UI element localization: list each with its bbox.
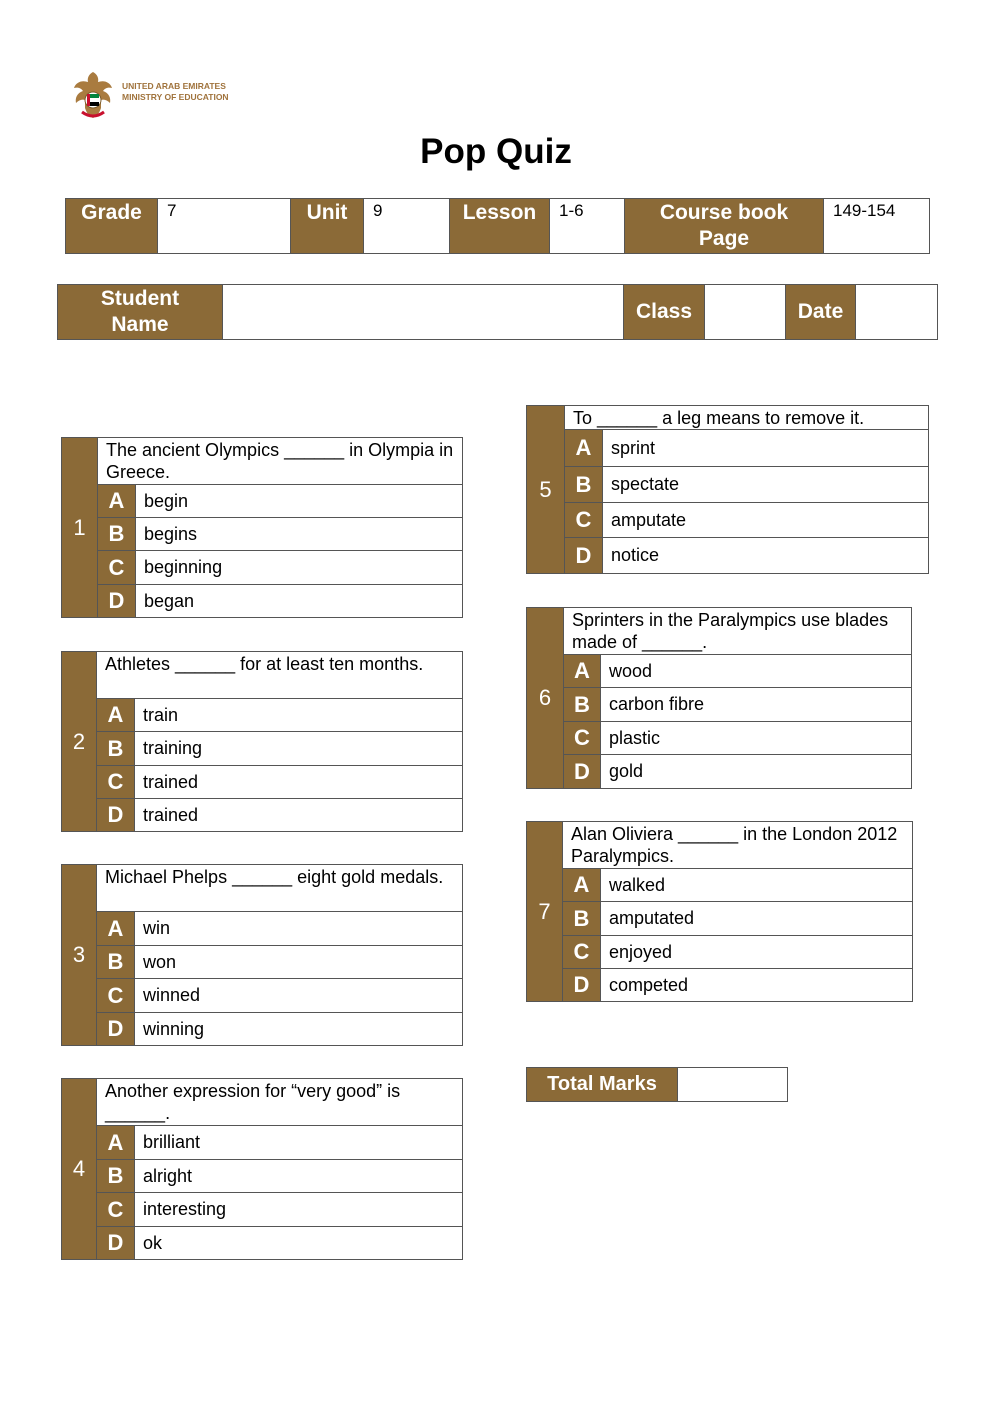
option-letter[interactable]: A (98, 485, 136, 518)
unit-label: Unit (291, 199, 364, 254)
option-row[interactable] (527, 430, 929, 467)
option-letter[interactable]: B (565, 467, 603, 503)
option-text[interactable]: begin (136, 485, 463, 518)
question-number: 7 (527, 822, 563, 1002)
option-text[interactable]: spectate (603, 467, 929, 503)
option-row[interactable] (62, 1126, 463, 1160)
question-number: 4 (62, 1079, 97, 1260)
option-text[interactable]: gold (601, 755, 912, 789)
option-text[interactable]: amputate (603, 503, 929, 538)
question-stem: To ______ a leg means to remove it. (565, 406, 929, 430)
option-letter[interactable]: D (97, 1227, 135, 1260)
option-text[interactable]: plastic (601, 722, 912, 755)
option-row[interactable] (62, 766, 463, 799)
option-letter[interactable]: B (97, 732, 135, 766)
option-row[interactable] (62, 946, 463, 979)
option-text[interactable]: walked (601, 869, 913, 902)
question-2 (61, 651, 463, 832)
option-letter[interactable]: A (97, 1126, 135, 1160)
option-row[interactable] (62, 1013, 463, 1046)
option-letter[interactable]: D (563, 969, 601, 1002)
lesson-info-table (65, 198, 930, 254)
option-row[interactable] (527, 467, 929, 503)
option-text[interactable]: competed (601, 969, 913, 1002)
option-letter[interactable]: B (563, 902, 601, 936)
page-title: Pop Quiz (420, 132, 572, 171)
grade-label: Grade (66, 199, 158, 254)
question-number: 3 (62, 865, 97, 1046)
option-text[interactable]: began (136, 585, 463, 618)
option-text[interactable]: brilliant (135, 1126, 463, 1160)
option-text[interactable]: trained (135, 799, 463, 832)
option-row[interactable] (527, 722, 912, 755)
question-stem: Another expression for “very good” is ______. (97, 1079, 463, 1126)
option-row[interactable] (62, 1227, 463, 1260)
option-row[interactable] (527, 755, 912, 789)
option-row[interactable] (62, 979, 463, 1013)
question-stem: Michael Phelps ______ eight gold medals. (97, 865, 463, 912)
total-marks-table (526, 1067, 788, 1102)
question-stem: Sprinters in the Paralympics use blades made of ______. (564, 608, 912, 655)
question-4 (61, 1078, 463, 1260)
question-number: 2 (62, 652, 97, 832)
lesson-value[interactable]: 1-6 (550, 199, 625, 254)
student-name-label: Student Name (58, 285, 223, 340)
question-stem: The ancient Olympics ______ in Olympia in Greece. (98, 438, 463, 485)
logo-line-1: UNITED ARAB EMIRATES (122, 81, 226, 91)
grade-value[interactable]: 7 (158, 199, 291, 254)
option-text[interactable]: alright (135, 1160, 463, 1193)
option-row[interactable] (527, 969, 913, 1002)
falcon-emblem-icon (72, 70, 114, 120)
option-letter[interactable]: C (564, 722, 601, 755)
option-letter[interactable]: A (564, 655, 601, 688)
option-letter[interactable]: A (97, 912, 135, 946)
option-row[interactable] (62, 485, 463, 518)
option-row[interactable] (62, 1160, 463, 1193)
date-label: Date (786, 285, 856, 340)
question-stem: Alan Oliviera ______ in the London 2012 Paralympics. (563, 822, 913, 869)
student-info-table (57, 284, 938, 340)
option-text[interactable]: beginning (136, 551, 463, 585)
option-letter[interactable]: C (563, 936, 601, 969)
ministry-logo (72, 70, 252, 122)
option-text[interactable]: notice (603, 538, 929, 574)
question-number: 6 (527, 608, 564, 789)
option-text[interactable]: won (135, 946, 463, 979)
option-letter[interactable]: C (97, 1193, 135, 1227)
option-row[interactable] (62, 551, 463, 585)
course-book-value[interactable]: 149-154 (824, 199, 930, 254)
option-text[interactable]: training (135, 732, 463, 766)
option-letter[interactable]: D (97, 799, 135, 832)
option-text[interactable]: amputated (601, 902, 913, 936)
option-letter[interactable]: A (565, 430, 603, 467)
logo-line-2: MINISTRY OF EDUCATION (122, 92, 229, 102)
option-letter[interactable]: C (98, 551, 136, 585)
option-text[interactable]: carbon fibre (601, 688, 912, 722)
option-letter[interactable]: B (98, 518, 136, 551)
option-letter[interactable]: D (565, 538, 603, 574)
option-row[interactable] (527, 902, 913, 936)
option-text[interactable]: begins (136, 518, 463, 551)
option-row[interactable] (62, 1193, 463, 1227)
course-book-label: Course book Page (625, 199, 824, 254)
option-row[interactable] (62, 699, 463, 732)
question-3 (61, 864, 463, 1046)
option-row[interactable] (527, 538, 929, 574)
option-text[interactable]: train (135, 699, 463, 732)
option-text[interactable]: sprint (603, 430, 929, 467)
question-7 (526, 821, 913, 1002)
option-letter[interactable]: B (97, 1160, 135, 1193)
option-letter[interactable]: C (97, 979, 135, 1013)
lesson-label: Lesson (450, 199, 550, 254)
total-marks-field[interactable] (678, 1068, 788, 1102)
question-number: 1 (62, 438, 98, 618)
question-1 (61, 437, 463, 618)
option-letter[interactable]: D (564, 755, 601, 789)
unit-value[interactable]: 9 (364, 199, 450, 254)
option-text[interactable]: winning (135, 1013, 463, 1046)
option-row[interactable] (527, 503, 929, 538)
option-row[interactable] (62, 518, 463, 551)
option-letter[interactable]: B (564, 688, 601, 722)
option-text[interactable]: ok (135, 1227, 463, 1260)
option-row[interactable] (527, 869, 913, 902)
option-letter[interactable]: C (565, 503, 603, 538)
option-letter[interactable]: A (97, 699, 135, 732)
option-letter[interactable]: D (98, 585, 136, 618)
option-letter[interactable]: B (97, 946, 135, 979)
class-field[interactable] (705, 285, 786, 340)
question-6 (526, 607, 912, 789)
date-field[interactable] (856, 285, 938, 340)
option-text[interactable]: wood (601, 655, 912, 688)
option-text[interactable]: interesting (135, 1193, 463, 1227)
option-letter[interactable]: C (97, 766, 135, 799)
option-row[interactable] (62, 732, 463, 766)
option-letter[interactable]: A (563, 869, 601, 902)
question-stem: Athletes ______ for at least ten months. (97, 652, 463, 699)
option-row[interactable] (62, 585, 463, 618)
option-text[interactable]: trained (135, 766, 463, 799)
option-row[interactable] (62, 912, 463, 946)
option-text[interactable]: win (135, 912, 463, 946)
question-number: 5 (527, 406, 565, 574)
option-text[interactable]: enjoyed (601, 936, 913, 969)
student-name-field[interactable] (223, 285, 624, 340)
total-marks-label: Total Marks (527, 1068, 678, 1102)
option-row[interactable] (527, 655, 912, 688)
option-row[interactable] (527, 688, 912, 722)
option-letter[interactable]: D (97, 1013, 135, 1046)
question-5 (526, 405, 929, 574)
option-row[interactable] (62, 799, 463, 832)
option-text[interactable]: winned (135, 979, 463, 1013)
option-row[interactable] (527, 936, 913, 969)
class-label: Class (624, 285, 705, 340)
